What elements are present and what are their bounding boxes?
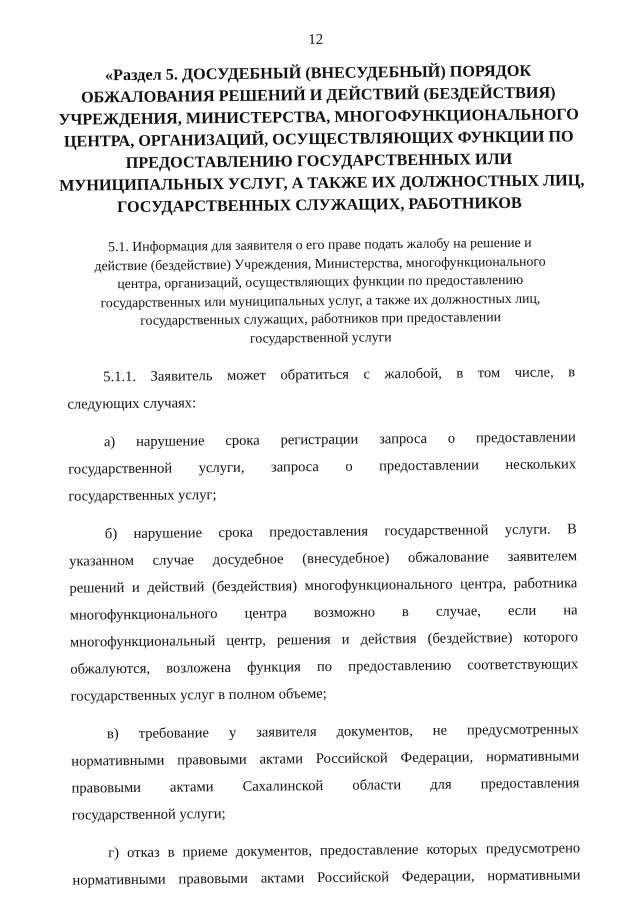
word: предусмотрено: [485, 840, 581, 858]
word: запроса: [379, 430, 428, 448]
word: области: [352, 777, 402, 794]
word: обратиться: [280, 366, 350, 384]
word: государственной: [68, 460, 173, 478]
word: том: [477, 365, 501, 382]
word: жалобой,: [384, 365, 442, 383]
word: действия: [360, 630, 417, 648]
section-title-line: «Раздел 5. ДОСУДЕБНЫЙ (ВНЕСУДЕБНЫЙ) ПОРЯДОК: [104, 61, 532, 85]
word: предусмотренных: [466, 721, 580, 739]
word: правовыми: [177, 751, 247, 769]
word: (внесудебное): [302, 550, 390, 568]
word: правовыми: [71, 779, 142, 797]
word: актами: [169, 779, 214, 796]
subsection-title-line: государственных или муниципальных услуг, а также их должностных лиц,: [100, 290, 541, 310]
word: Федерации,: [400, 749, 474, 767]
word: нарушение: [135, 433, 205, 450]
word: заявителя: [256, 724, 317, 741]
paragraph: [68, 424, 577, 510]
word: которого: [523, 629, 579, 646]
word: правовыми: [178, 870, 249, 888]
word: не: [432, 722, 448, 739]
word: в): [106, 726, 119, 743]
subsection-title-line: действие (бездействие) Учреждения, Министерства, многофункционального: [94, 253, 546, 273]
word: нормативными: [485, 748, 580, 766]
word: многофункционального: [69, 606, 218, 624]
word: предоставлении: [378, 457, 480, 475]
word: с: [363, 366, 371, 383]
word: может: [226, 367, 267, 384]
word: предоставлению: [348, 657, 452, 675]
subsection-title: [60, 233, 581, 349]
word: числе,: [514, 364, 554, 381]
word: в: [167, 844, 175, 861]
word: возможно: [313, 604, 376, 622]
word: актами: [260, 870, 305, 887]
page-number: 12: [308, 31, 324, 49]
text-line: [71, 770, 579, 802]
word: если: [507, 602, 537, 620]
word: досудебное: [212, 551, 284, 569]
word: Сахалинской: [242, 777, 324, 795]
word: срока: [218, 524, 253, 542]
paragraph: [72, 835, 581, 894]
word: В: [566, 521, 577, 538]
word: а): [103, 434, 116, 451]
text-line: государственной услуги;: [71, 806, 226, 824]
word: (бездействия): [211, 578, 298, 596]
word: многофункциональный: [69, 633, 216, 651]
word: и: [341, 631, 350, 648]
word: обжалуются,: [70, 660, 151, 678]
word: функция: [247, 659, 301, 676]
body-text: [67, 359, 581, 905]
word: в: [456, 365, 464, 382]
word: актами: [259, 751, 304, 768]
text-line: государственных услуг в полном объеме;: [70, 685, 327, 705]
word: услуги.: [504, 521, 551, 539]
text-line: государственных услуг;: [68, 487, 217, 505]
word: б): [104, 526, 118, 543]
word: нормативными: [487, 867, 581, 885]
section-title-line: УЧРЕЖДЕНИЯ, МИНИСТЕРСТВА, МНОГОФУНКЦИОНАЛЬНОГО: [58, 105, 579, 129]
word: 5.1.1.: [103, 368, 137, 386]
word: нарушение: [133, 525, 203, 542]
word: государственной: [384, 522, 489, 540]
word: центра: [244, 605, 288, 622]
word: соответствующих: [467, 656, 579, 674]
text-line: [70, 651, 578, 683]
word: предоставление: [319, 841, 419, 860]
subsection-title-line: 5.1. Информация для заявителя о его праве подать жалобу на решение и: [107, 234, 532, 255]
word: центра,: [459, 576, 507, 593]
word: Заявитель: [150, 368, 213, 385]
word: нормативными: [71, 752, 165, 770]
section-title-line: ПРЕДОСТАВЛЕНИЮ ГОСУДАРСТВЕННЫХ ИЛИ: [125, 149, 513, 173]
text-line: [68, 424, 576, 456]
word: услуги,: [198, 459, 245, 477]
word: обжалование: [407, 549, 489, 567]
subsection-title-line: государственной услуги: [249, 328, 392, 346]
section-title-line: МУНИЦИПАЛЬНЫХ УСЛУГ, А ТАКЖЕ ИХ ДОЛЖНОСТНЫХ ЛИЦ,: [59, 171, 585, 195]
word: документов,: [336, 723, 413, 740]
word: на: [563, 602, 578, 619]
word: предоставления: [269, 523, 369, 541]
section-title: [58, 59, 585, 218]
paragraph: [69, 516, 579, 710]
text-line: [72, 862, 580, 894]
section-title-line: ЦЕНТРА, ОРГАНИЗАЦИЙ, ОСУЩЕСТВЛЯЮЩИХ ФУНКЦИИ ПО: [63, 127, 574, 151]
word: и: [131, 579, 140, 596]
section-title-line: ОБЖАЛОВАНИЯ РЕШЕНИЙ И ДЕЙСТВИЙ (БЕЗДЕЙСТВИЯ): [80, 83, 556, 107]
word: для: [430, 776, 452, 793]
word: срока: [225, 432, 260, 449]
word: центр,: [226, 632, 266, 649]
word: о: [447, 430, 456, 447]
word: у: [228, 724, 237, 741]
word: Федерации,: [401, 868, 475, 886]
word: предоставления: [480, 775, 580, 793]
text-line: [67, 359, 575, 391]
word: по: [316, 658, 333, 676]
word: многофункционального: [304, 576, 453, 595]
word: отказ: [126, 844, 160, 862]
word: случае: [152, 552, 195, 569]
paragraph: [71, 716, 580, 829]
word: Российской: [315, 750, 388, 768]
paragraph: [67, 359, 576, 418]
word: решения: [276, 631, 331, 649]
word: указанном: [69, 552, 135, 570]
word: требование: [138, 725, 210, 742]
word: работника: [513, 575, 578, 592]
word: которых: [426, 841, 478, 858]
word: нормативными: [72, 871, 166, 889]
subsection-title-line: центра, организаций, осуществляющих функции по предоставлению: [117, 271, 524, 292]
section-title-line: ГОСУДАРСТВЕННЫХ СЛУЖАЩИХ, РАБОТНИКОВ: [117, 193, 522, 217]
word: предоставлении: [475, 429, 576, 447]
word: г): [108, 845, 120, 862]
text-line: следующих случаях:: [67, 395, 197, 413]
word: (бездействие): [427, 629, 513, 647]
word: регистрации: [280, 431, 359, 449]
word: в: [401, 604, 410, 621]
word: в: [568, 364, 576, 381]
word: решений: [69, 580, 125, 597]
text-line: [69, 570, 577, 602]
word: запроса: [270, 459, 319, 476]
word: возложена: [166, 659, 232, 677]
word: заявителем: [507, 548, 578, 566]
word: Российской: [317, 869, 390, 887]
word: случае,: [435, 603, 482, 620]
word: нескольких: [505, 456, 577, 474]
word: документов,: [235, 843, 313, 860]
word: приеме: [182, 843, 228, 861]
subsection-title-line: государственных служащих, работников при предоставлении: [140, 309, 502, 328]
word: действий: [147, 579, 205, 596]
word: о: [345, 458, 353, 475]
